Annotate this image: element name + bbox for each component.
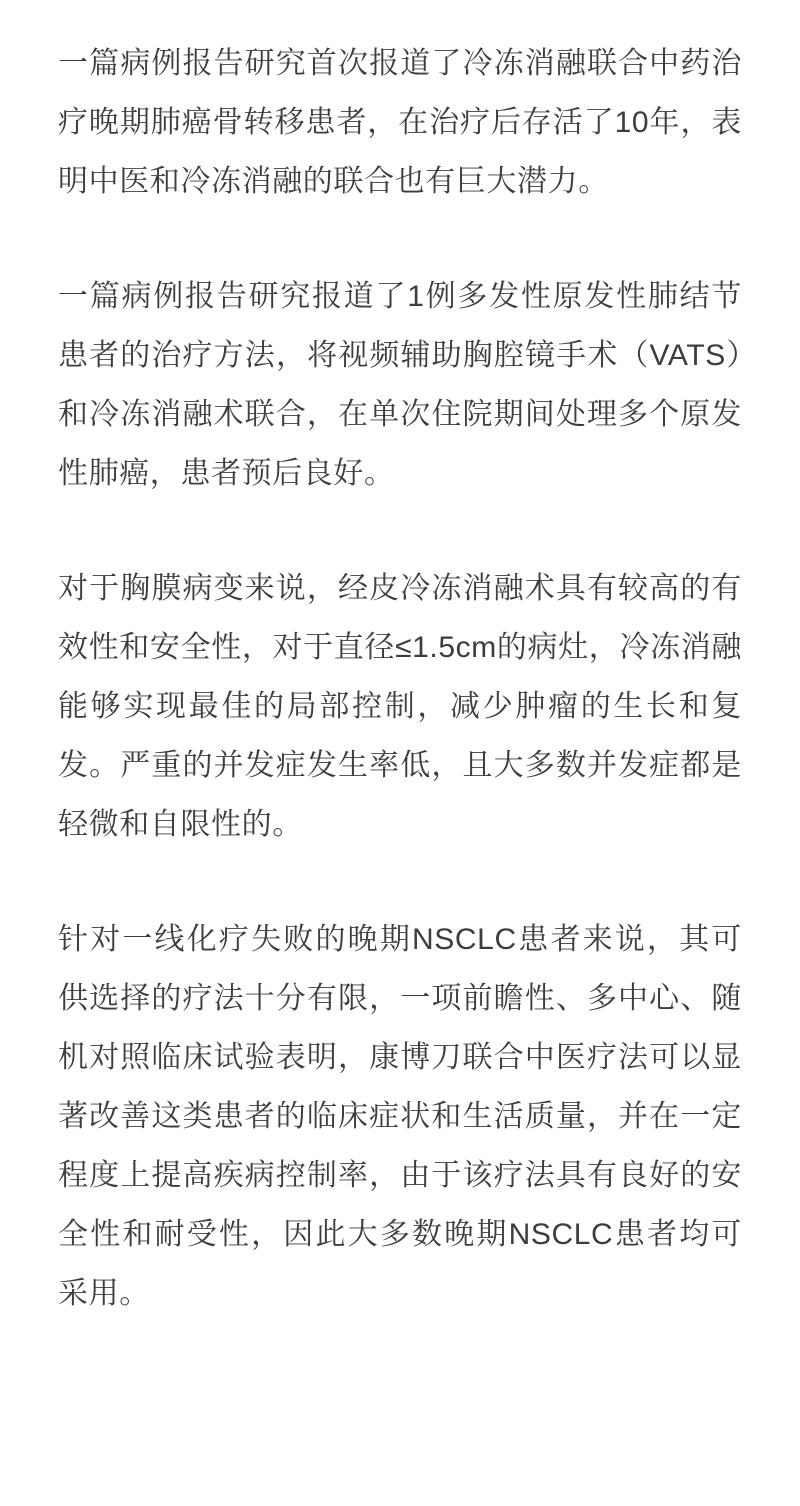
paragraph: 一篇病例报告研究报道了1例多发性原发性肺结节患者的治疗方法，将视频辅助胸腔镜手术（VATS）和冷冻消融术联合，在单次住院期间处理多个原发性肺癌，患者预后良好。 — [58, 280, 742, 490]
paragraph: 针对一线化疗失败的晚期NSCLC患者来说，其可供选择的疗法十分有限，一项前瞻性、多中心、随机对照临床试验表明，康博刀联合中医疗法可以显著改善这类患者的临床症状和生活质量，并在一定程度上提高疾病控制率，由于该疗法具有良好的安全性和耐受性，因此大多数晚期NSCLC患者均可采用。 — [58, 923, 742, 1310]
paragraph: 对于胸膜病变来说，经皮冷冻消融术具有较高的有效性和安全性，对于直径≤1.5cm的病灶，冷冻消融能够实现最佳的局部控制，减少肿瘤的生长和复发。严重的并发症发生率低，且大多数并发症都是轻微和自限性的。 — [58, 572, 742, 841]
paragraph: 一篇病例报告研究首次报道了冷冻消融联合中药治疗晚期肺癌骨转移患者，在治疗后存活了10年，表明中医和冷冻消融的联合也有巨大潜力。 — [58, 47, 742, 198]
